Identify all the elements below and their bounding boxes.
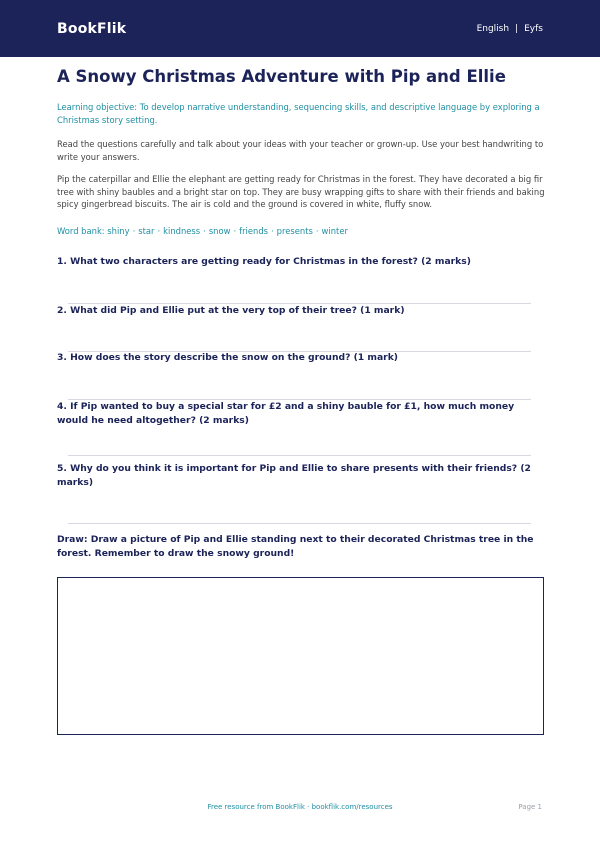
- draw-prompt: Draw: Draw a picture of Pip and Ellie standing next to their decorated Christmas tree in the forest. Remember to draw the snowy ground!: [57, 534, 534, 559]
- page-number: Page 1: [518, 803, 542, 811]
- brand-logo[interactable]: BookFlik: [57, 20, 127, 37]
- word-bank-word: winter: [321, 226, 348, 236]
- question-2: 2. What did Pip and Ellie put at the very top of their tree? (1 mark): [57, 305, 405, 316]
- word-bank-word: snow: [208, 226, 231, 236]
- language-label[interactable]: English: [476, 23, 510, 34]
- word-bank-separator: ·: [132, 226, 136, 236]
- story-text: Pip the caterpillar and Ellie the elephant are getting ready for Christmas in the forest. They have decorated a big fir tree with shiny baubles and a bright star on top. They are busy wrapping gifts to share with their friends and baking spicy gingerbread biscuits. The air is cold and the ground is covered in white, fluffy snow.: [57, 174, 545, 209]
- word-bank-word: kindness: [163, 226, 201, 236]
- answer-line[interactable]: [68, 523, 531, 524]
- header-meta: [477, 24, 543, 34]
- question-5: 5. Why do you think it is important for Pip and Ellie to share presents with their friends? (2 marks): [57, 463, 531, 488]
- level-label[interactable]: Eyfs: [524, 23, 543, 34]
- word-bank-separator: ·: [203, 226, 206, 236]
- word-bank-word: star: [138, 226, 155, 236]
- question-4: 4. If Pip wanted to buy a special star for £2 and a shiny bauble for £1, how much money would he need altogether? (2 marks): [57, 401, 515, 426]
- page-title: A Snowy Christmas Adventure with Pip and Ellie: [57, 67, 506, 86]
- word-bank-word: shiny: [107, 226, 130, 236]
- drawing-box[interactable]: [57, 577, 544, 735]
- word-bank-word: presents: [276, 226, 313, 236]
- header-bar: [0, 0, 600, 57]
- word-bank-separator: ·: [233, 226, 237, 236]
- header-separator: |: [515, 23, 519, 34]
- word-bank-separator: ·: [271, 226, 274, 236]
- word-bank-word: friends: [239, 226, 268, 236]
- question-3: 3. How does the story describe the snow on the ground? (1 mark): [57, 352, 399, 363]
- answer-line[interactable]: [68, 455, 531, 456]
- instructions-text: Read the questions carefully and talk about your ideas with your teacher or grown-up. Use your best handwriting to write your answers.: [57, 139, 544, 162]
- footer-text[interactable]: Free resource from BookFlik · bookflik.com/resources: [207, 803, 393, 811]
- question-1: 1. What two characters are getting ready for Christmas in the forest? (2 marks): [57, 256, 471, 267]
- word-bank: [57, 225, 547, 237]
- word-bank-separator: ·: [157, 226, 161, 236]
- word-bank-separator: ·: [315, 226, 319, 236]
- word-bank-label: Word bank:: [57, 226, 105, 236]
- learning-objective: Learning objective: To develop narrative understanding, sequencing skills, and descriptive language by exploring a Christmas story setting.: [57, 102, 540, 125]
